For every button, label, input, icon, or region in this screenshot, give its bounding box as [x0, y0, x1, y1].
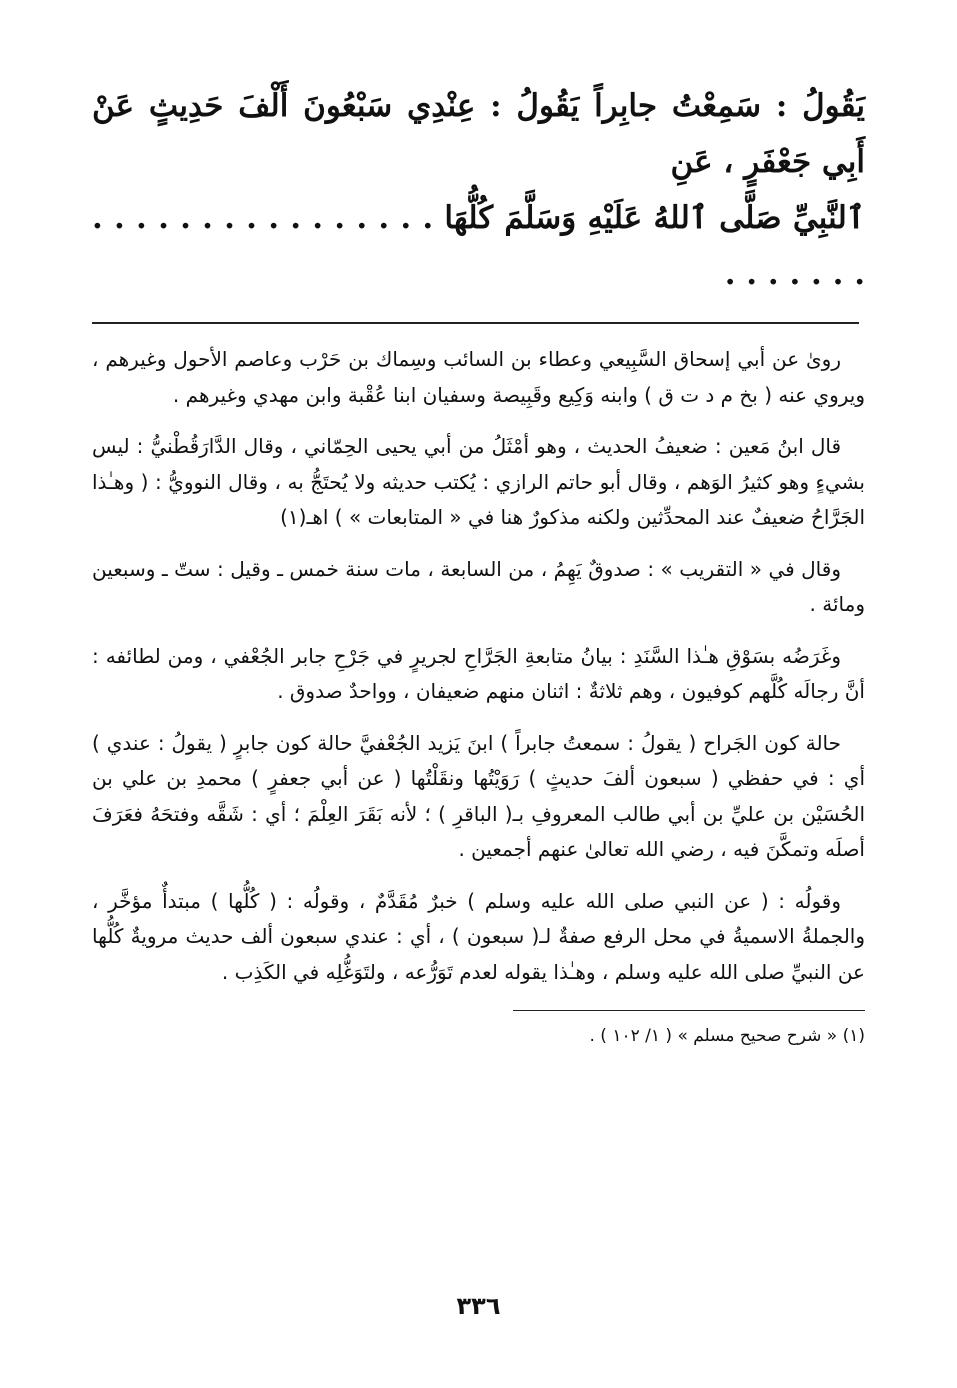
hadith-line-1: يَقُولُ : سَمِعْتُ جابِراً يَقُولُ : عِنْدِي سَبْعُونَ أَلْفَ حَدِيثٍ عَنْ أَبِي جَعْفَرٍ ، عَنِ	[92, 88, 865, 180]
paragraph-purpose: وغَرَضُه بسَوْقِ هـٰذا السَّنَدِ : بيانُ متابعةِ الجَرَّاحِ لجريرٍ في جَرْحِ جابر الجُعْفي ، ومن لطائفه : أنَّ رجالَه كُلَّهم كوفيون ، وهم ثلاثةٌ : اثنان منهم ضعيفان ، وواحدٌ صدوق .	[92, 643, 865, 703]
hadith-text	[92, 78, 865, 302]
page-number: ٣٣٦	[456, 1292, 501, 1320]
separator-rule	[92, 322, 859, 324]
footnote-rule	[513, 1010, 865, 1011]
book-page	[92, 78, 865, 1049]
paragraph-taqrib: وقال في « التقريب » : صدوقٌ يَهِمُ ، من السابعة ، مات سنة خمس ـ وقيل : ستّ ـ وسبعين ومائة .	[92, 556, 865, 616]
hadith-line-2: ٱلنَّبِيِّ صَلَّى ٱللهُ عَلَيْهِ وَسَلَّمَ كُلُّهَا . . . . . . . . . . . . . . . . . . . . . . .	[92, 200, 865, 292]
paragraph-narrators: روىٰ عن أبي إسحاق السَّبِيعي وعطاء بن السائب وسِماك بن حَرْب وعاصم الأحول وغيرهم ، ويروي عنه ( بخ م د ت ق ) وابنه وَكِيع وقَبِيصة وسفيان ابنا عُقْبة وابن مهدي وغيرهم .	[92, 347, 865, 407]
commentary	[92, 342, 865, 990]
footnote: (١) « شرح صحيح مسلم » ( ١/ ١٠٢ ) .	[589, 1026, 865, 1046]
paragraph-grammar: وقولُه : ( عن النبي صلى الله عليه وسلم ) خبرٌ مُقَدَّمٌ ، وقولُه : ( كُلُّها ) مبتدأٌ مؤخَّر ، والجملةُ الاسميةُ في محل الرفع صفةٌ لـ( سبعون ) ، أي : عندي سبعون ألف حديث مرويةٌ كُلُّها عن النبيِّ صلى الله عليه وسلم ، وهـٰذا يقوله لعدم تَوَرُّعه ، ولتَوَغُّلِه في الكَذِب .	[92, 888, 865, 984]
paragraph-grading: قال ابنُ مَعين : ضعيفُ الحديث ، وهو أمْثَلُ من أبي يحيى الحِمّاني ، وقال الدَّارَقُطْنيُّ : ليس بشيءٍ وهو كثيرُ الوَهم ، وقال أبو حاتم الرازي : يُكتب حديثه ولا يُحتَجُّ به ، وقال النوويُّ : ( وهـٰذا الجَرَّاحُ ضعيفٌ عند المحدِّثين ولكنه مذكورٌ هنا في « المتابعات » ) اهـ(١)	[92, 434, 865, 529]
paragraph-explanation: حالة كون الجَراح ( يقولُ : سمعتُ جابراً ) ابنَ يَزيد الجُعْفيَّ حالة كون جابرٍ ( يقولُ : عندي ) أي : في حفظي ( سبعون ألفَ حديثٍ ) رَوَيْتُها ونقَلْتُها ( عن أبي جعفرٍ ) محمدِ بن علي بن الحُسَيْن بن عليِّ بن أبي طالب المعروفِ بـ( الباقرِ ) ؛ لأنه بَقَرَ العِلْمَ ؛ أي : شَقَّه وفتحَهُ فعَرَفَ أصلَه وتمكَّنَ فيه ، رضي الله تعالىٰ عنهم أجمعين .	[92, 730, 865, 861]
